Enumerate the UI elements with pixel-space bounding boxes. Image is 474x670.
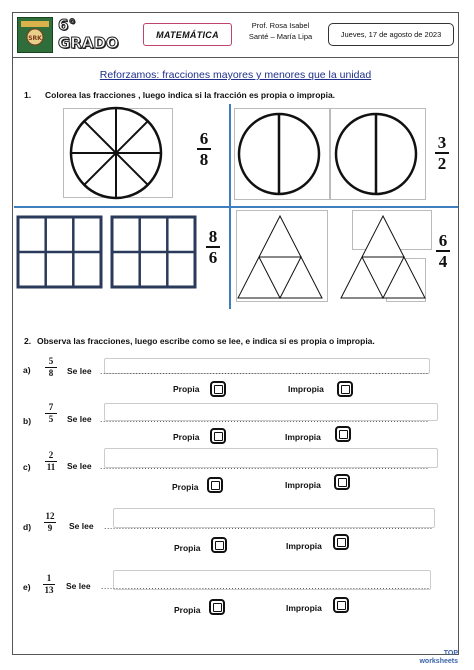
read-label: Se lee: [67, 461, 92, 471]
school-logo: [17, 17, 53, 53]
numerator: 1: [46, 573, 52, 583]
rectangle-sixths-shape-1[interactable]: [16, 215, 104, 289]
rectangle-sixths-shape-2[interactable]: [110, 215, 198, 289]
footer-brand: [419, 650, 458, 666]
triangle-quarters-shape-1[interactable]: [234, 212, 326, 302]
teacher-line-1: Prof. Rosa Isabel: [251, 21, 310, 30]
grid-divider-horizontal: [14, 206, 458, 208]
item-letter: d): [23, 522, 32, 532]
impropia-checkbox[interactable]: [337, 381, 353, 397]
item-letter: c): [23, 462, 31, 472]
read-label: Se lee: [67, 414, 92, 424]
grade-badge: 6° GRADO: [58, 16, 119, 52]
propia-label: Propia: [174, 543, 201, 553]
propia-label: Propia: [173, 432, 200, 442]
item-letter: e): [23, 582, 31, 592]
fraction-7-5: [44, 403, 58, 424]
impropia-label: Impropia: [286, 541, 322, 551]
item-letter: b): [23, 416, 32, 426]
impropia-checkbox[interactable]: [335, 426, 351, 442]
subject-label: MATEMÁTICA: [143, 23, 232, 46]
denominator: 9: [47, 523, 53, 533]
propia-checkbox[interactable]: [210, 428, 226, 444]
date-box: Jueves, 17 de agosto de 2023: [328, 23, 454, 46]
footer-line-1: TOP: [443, 650, 458, 657]
circle-halves-shape-2[interactable]: [331, 108, 421, 200]
impropia-checkbox[interactable]: [333, 534, 349, 550]
denominator: 5: [48, 414, 54, 424]
denominator: 6: [208, 247, 218, 267]
propia-label: Propia: [172, 482, 199, 492]
numerator: 6: [199, 129, 209, 148]
propia-checkbox[interactable]: [211, 537, 227, 553]
read-label: Se lee: [67, 366, 92, 376]
numerator: 3: [437, 133, 447, 152]
header-divider: [12, 57, 459, 58]
impropia-label: Impropia: [288, 384, 324, 394]
section1-instruction: Colorea las fracciones , luego indica si la fracción es propia o impropia.: [45, 90, 336, 100]
section2-number: 2.: [24, 336, 32, 346]
fraction-8-6: [202, 228, 224, 266]
fraction-5-8: [44, 357, 58, 378]
circle-eighths-shape[interactable]: [66, 104, 166, 202]
answer-line-a[interactable]: ...............................................................................................................: [100, 366, 429, 376]
section2-instruction: Observa las fracciones, luego escribe como se lee, e indica si es propia o impropia.: [37, 336, 375, 346]
circle-halves-shape-1[interactable]: [234, 108, 324, 200]
denominator: 13: [44, 585, 54, 595]
footer-line-2: worksheets: [419, 658, 458, 665]
numerator: 7: [48, 402, 54, 412]
teacher-names: [238, 20, 323, 42]
read-label: Se lee: [66, 581, 91, 591]
svg-text:SRK: SRK: [28, 35, 42, 42]
numerator: 12: [45, 511, 55, 521]
numerator: 8: [208, 227, 218, 246]
fraction-12-9: [42, 512, 58, 533]
fraction-3-2: [430, 134, 454, 172]
fraction-6-4: [432, 232, 454, 270]
worksheet-title: Reforzamos: fracciones mayores y menores que la unidad: [99, 69, 372, 81]
numerator: 5: [48, 356, 54, 366]
impropia-label: Impropia: [285, 480, 321, 490]
propia-checkbox[interactable]: [210, 381, 226, 397]
propia-checkbox[interactable]: [207, 477, 223, 493]
denominator: 11: [46, 462, 56, 472]
fraction-2-11: [44, 451, 58, 472]
impropia-checkbox[interactable]: [334, 474, 350, 490]
impropia-label: Impropia: [286, 603, 322, 613]
fraction-6-8: [192, 130, 216, 168]
denominator: 4: [438, 251, 448, 271]
section1-number: 1.: [24, 90, 32, 100]
numerator: 2: [48, 450, 54, 460]
read-label: Se lee: [69, 521, 94, 531]
answer-line-c[interactable]: ...............................................................................................................: [100, 461, 429, 471]
denominator: 8: [199, 149, 209, 169]
answer-line-e[interactable]: ...............................................................................................................: [101, 581, 430, 591]
denominator: 2: [437, 153, 447, 173]
propia-label: Propia: [173, 384, 200, 394]
impropia-checkbox[interactable]: [333, 597, 349, 613]
teacher-line-2: Santé – María Lipa: [248, 32, 313, 41]
denominator: 8: [48, 368, 54, 378]
answer-line-d[interactable]: ...............................................................................................................: [104, 521, 433, 531]
numerator: 6: [438, 231, 448, 250]
triangle-quarters-shape-2[interactable]: [337, 212, 429, 302]
propia-label: Propia: [174, 605, 201, 615]
fraction-1-13: [41, 574, 57, 595]
answer-line-b[interactable]: ...............................................................................................................: [100, 414, 429, 424]
impropia-label: Impropia: [285, 432, 321, 442]
item-letter: a): [23, 365, 31, 375]
propia-checkbox[interactable]: [209, 599, 225, 615]
